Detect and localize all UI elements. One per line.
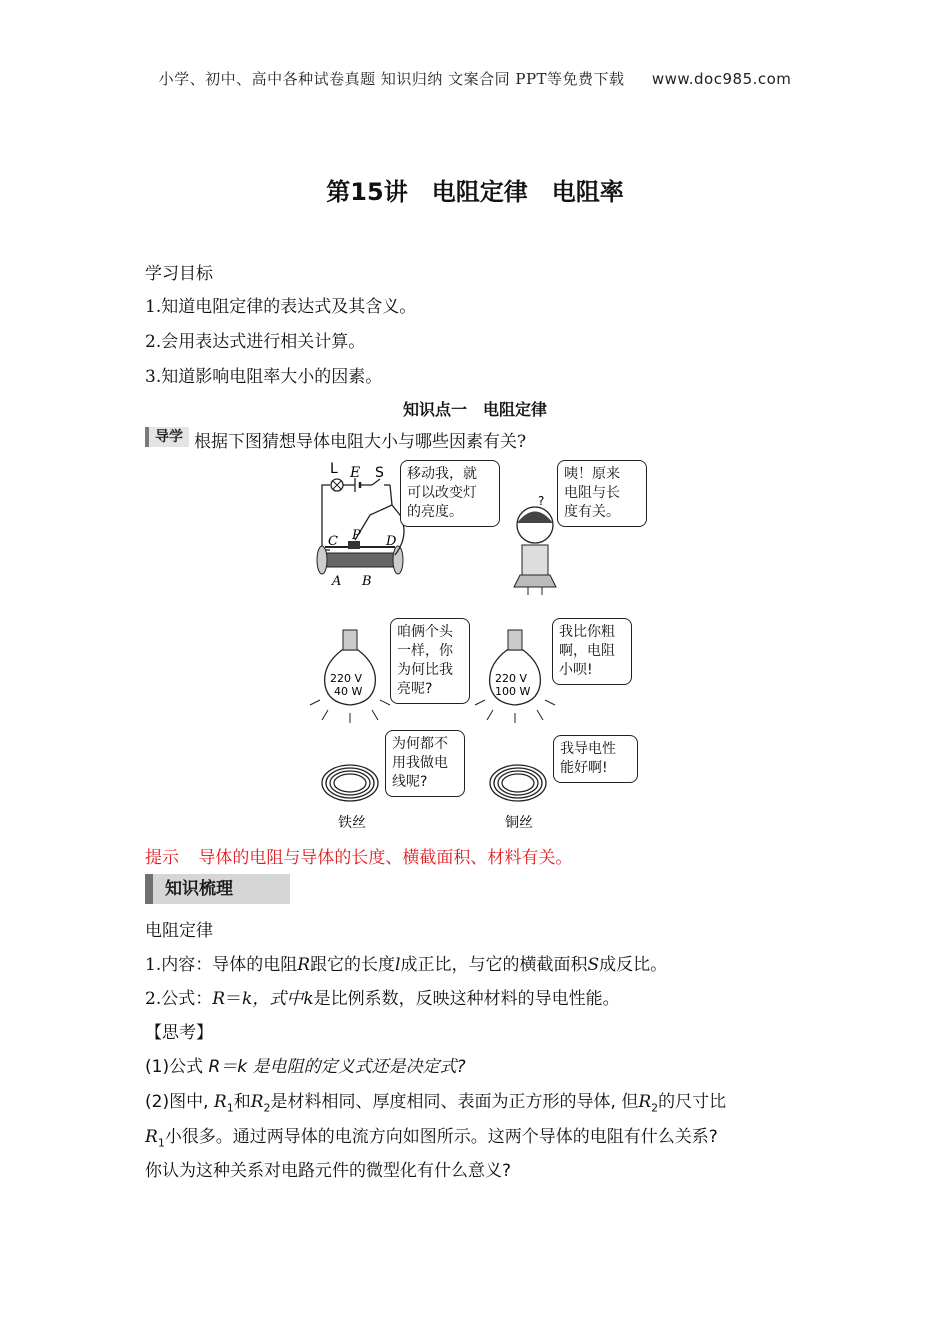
q2-R1b-sub: 1 <box>157 1136 165 1150</box>
q2-R2-sub: 2 <box>263 1101 271 1115</box>
think-q1 <box>145 1052 466 1077</box>
speech-bubble-iron: 为何都不 用我做电 线呢? <box>385 730 465 797</box>
label-D: D <box>386 534 397 549</box>
knowledge-point-heading: 知识点一 电阻定律 <box>402 400 547 419</box>
speech-bubble-girl: 咦！原来 电阻与长 度有关。 <box>557 460 647 527</box>
think-heading: 【思考】 <box>145 1023 213 1043</box>
law-symbol-R: R <box>297 955 311 975</box>
q2-R1-sub: 1 <box>226 1101 234 1115</box>
copper-wire-icon <box>490 765 546 801</box>
law-symbol-S: S <box>587 955 600 975</box>
q2-R1: R <box>213 1092 227 1112</box>
goals-heading: 学习目标 <box>145 264 213 284</box>
formula-suffix: ，式中 <box>252 989 304 1009</box>
q2-R2: R <box>250 1092 264 1112</box>
goal-item-3: 3.知道影响电阻率大小的因素。 <box>145 367 383 387</box>
header-text: 小学、初中、高中各种试卷真题 知识归纳 文案合同 PPT等免费下载 <box>158 70 625 88</box>
q2-part-c: 的尺寸比 <box>658 1092 727 1112</box>
resistance-figure <box>300 455 650 835</box>
q2-line2-text: 小很多。通过两导体的电流方向如图所示。这两个导体的电阻有什么关系? <box>164 1127 718 1147</box>
label-S: S <box>375 465 384 481</box>
speech-bubble-bulb-40w: 咱俩个头 一样，你 为何比我 亮呢? <box>390 618 470 704</box>
label-L: L <box>330 461 338 477</box>
q2-part-b: 是材料相同、厚度相同、表面为正方形的导体, 但 <box>270 1092 639 1112</box>
q2-R2b-sub: 2 <box>651 1101 659 1115</box>
q2-and: 和 <box>233 1092 251 1112</box>
q2-R1b: R <box>145 1127 158 1147</box>
goal-item-2: 2.会用表达式进行相关计算。 <box>145 332 366 352</box>
q1-formula: R＝k <box>208 1057 248 1077</box>
circuit-diagram <box>317 461 404 589</box>
iron-wire-icon <box>322 765 378 801</box>
copper-wire-label: 铜丝 <box>505 815 533 831</box>
bulb2-power: 100 W <box>495 685 531 698</box>
label-C: C <box>328 534 338 549</box>
law-content-prefix: 1.内容：导体的电阻 <box>145 955 298 975</box>
formula-k2: k <box>303 989 314 1009</box>
q1-prefix: (1)公式 <box>145 1057 204 1077</box>
formula-k: k <box>242 989 253 1009</box>
formula-R: R <box>212 989 226 1009</box>
girl-icon <box>514 494 556 595</box>
law-content-mid2: 成正比，与它的横截面积 <box>400 955 588 975</box>
think-q2-line3: 你认为这种关系对电路元件的微型化有什么意义? <box>145 1161 512 1181</box>
speech-bubble-bulb-100w: 我比你粗 啊，电阻 小呗! <box>552 618 632 685</box>
bulb1-power: 40 W <box>334 685 363 698</box>
law-content-suffix: 成反比。 <box>599 955 668 975</box>
iron-wire-label: 铁丝 <box>338 815 366 831</box>
q2-part-a: (2)图中, <box>145 1092 209 1112</box>
formula-prefix: 2.公式： <box>145 989 213 1009</box>
think-q2-line1 <box>145 1087 726 1114</box>
law-content-mid1: 跟它的长度 <box>310 955 396 975</box>
page-title: 第15讲 电阻定律 电阻率 <box>326 178 624 206</box>
guide-badge: 导学 <box>145 427 189 447</box>
label-E: E <box>350 465 361 481</box>
formula-eq: ＝ <box>225 989 243 1009</box>
formula-tail: 是比例系数，反映这种材料的导电性能。 <box>313 989 620 1009</box>
law-formula <box>145 984 620 1009</box>
speech-bubble-rheostat: 移动我，就 可以改变灯 的亮度。 <box>400 460 500 527</box>
law-content <box>145 950 667 975</box>
law-symbol-l: l <box>395 955 401 975</box>
label-A: A <box>332 574 342 589</box>
q2-R2b: R <box>638 1092 652 1112</box>
svg-text:?: ? <box>538 494 545 508</box>
label-B: B <box>362 574 372 589</box>
header-url[interactable]: www.doc985.com <box>651 70 792 88</box>
hint-line <box>145 843 572 868</box>
speech-bubble-copper: 我导电性 能好啊! <box>553 735 638 783</box>
section-knowledge-summary: 知识梳理 <box>145 874 290 904</box>
label-P: P <box>352 528 361 543</box>
guide-text: 根据下图猜想导体电阻大小与哪些因素有关? <box>194 432 527 452</box>
bulb2-voltage: 220 V <box>495 672 528 685</box>
q1-suffix: 是电阻的定义式还是决定式? <box>252 1057 466 1077</box>
bulb1-voltage: 220 V <box>330 672 363 685</box>
hint-text: 导体的电阻与导体的长度、横截面积、材料有关。 <box>198 848 573 868</box>
goal-item-1: 1.知道电阻定律的表达式及其含义。 <box>145 297 417 317</box>
page-header <box>0 68 950 89</box>
think-q2-line2 <box>145 1122 718 1149</box>
hint-label: 提示 <box>145 848 179 868</box>
law-heading: 电阻定律 <box>145 921 213 941</box>
